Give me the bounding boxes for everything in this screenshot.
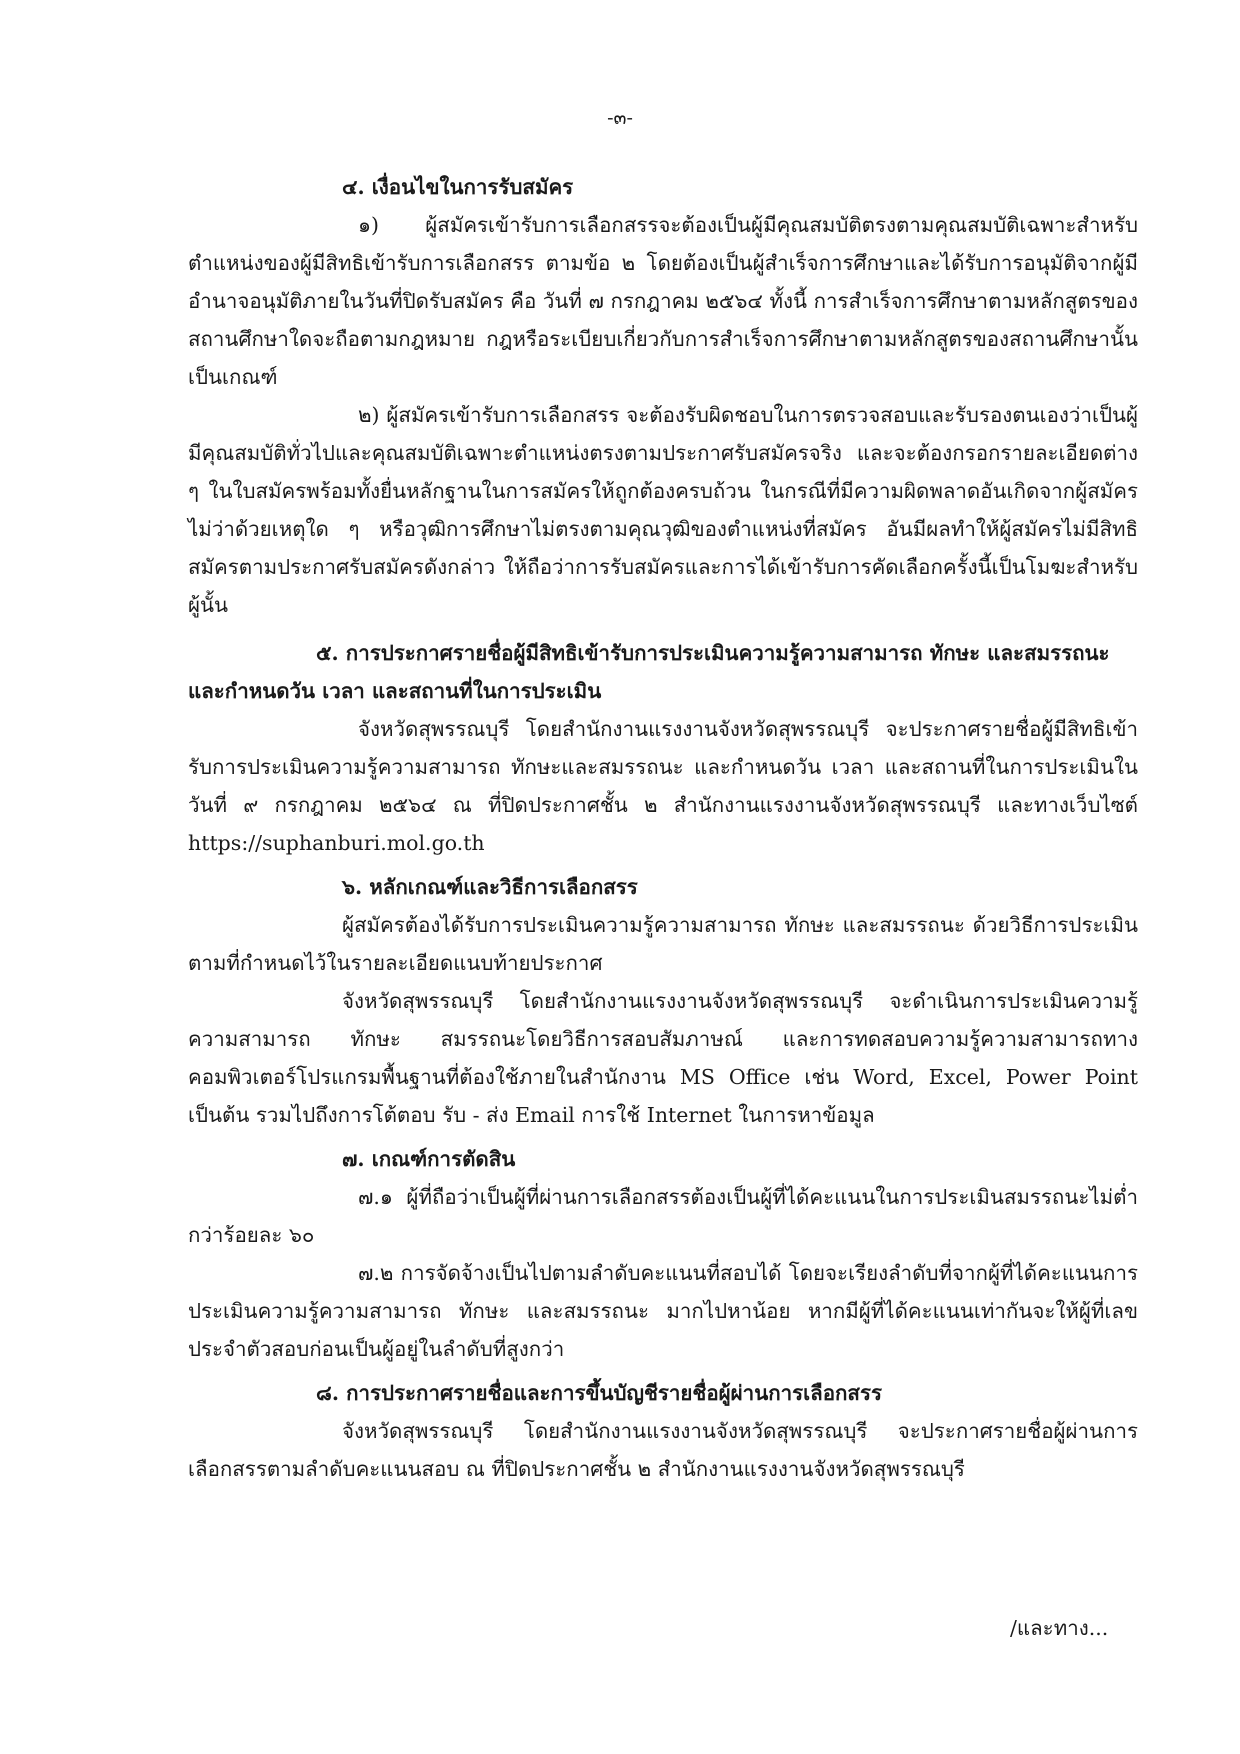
section-8-paragraph-1: จังหวัดสุพรรณบุรี โดยสำนักงานแรงงานจังหวัดสุพรรณบุรี จะประกาศรายชื่อผู้ผ่านการเลือกสรรตามลำดับคะแนนสอบ ณ ที่ปิดประกาศชั้น ๒ สำนักงานแรงงานจังหวัดสุพรรณบุรี [188,1419,1138,1481]
section-7-heading: ๗. เกณฑ์การตัดสิน [342,1147,516,1171]
page-number: -๓- [607,107,633,129]
section-6-paragraph-1: ผู้สมัครต้องได้รับการประเมินความรู้ความสามารถ ทักษะ และสมรรถนะ ด้วยวิธีการประเมินตามที่กำหนดไว้ในรายละเอียดแนบท้ายประกาศ [188,913,1138,975]
section-4-paragraph-1: ๑) ผู้สมัครเข้ารับการเลือกสรรจะต้องเป็นผู้มีคุณสมบัติตรงตามคุณสมบัติเฉพาะสำหรับตำแหน่งของผู้มีสิทธิเข้ารับการเลือกสรร ตามข้อ ๒ โดยต้องเป็นผู้สำเร็จการศึกษาและได้รับการอนุมัติจากผู้มีอำนาจอนุมัติภายในวันที่ปิดรับสมัคร คือ วันที่ ๗ กรกฎาคม ๒๕๖๔ ทั้งนี้ การสำเร็จการศึกษาตามหลักสูตรของสถานศึกษาใดจะถือตามกฎหมาย กฎหรือระเบียบเกี่ยวกับการสำเร็จการศึกษาตามหลักสูตรของสถานศึกษานั้นเป็นเกณฑ์ [188,213,1138,389]
section-7-paragraph-2: ๗.๒ การจัดจ้างเป็นไปตามลำดับคะแนนที่สอบได้ โดยจะเรียงลำดับที่จากผู้ที่ได้คะแนนการประเมินความรู้ความสามารถ ทักษะ และสมรรถนะ มากไปหาน้อย หากมีผู้ที่ได้คะแนนเท่ากันจะให้ผู้ที่เลขประจำตัวสอบก่อนเป็นผู้อยู่ในลำดับที่สูงกว่า [188,1261,1138,1361]
section-5-paragraph-1: จังหวัดสุพรรณบุรี โดยสำนักงานแรงงานจังหวัดสุพรรณบุรี จะประกาศรายชื่อผู้มีสิทธิเข้ารับการประเมินความรู้ความสามารถ ทักษะและสมรรถนะ และกำหนดวัน เวลา และสถานที่ในการประเมินในวันที่ ๙ กรกฎาคม ๒๕๖๔ ณ ที่ปิดประกาศชั้น ๒ สำนักงานแรงงานจังหวัดสุพรรณบุรี และทางเว็บไซต์ https://suphanburi.mol.go.th [188,717,1138,855]
document-body [188,168,1138,1488]
section-6-paragraph-2: จังหวัดสุพรรณบุรี โดยสำนักงานแรงงานจังหวัดสุพรรณบุรี จะดำเนินการประเมินความรู้ความสามารถ ทักษะ สมรรถนะโดยวิธีการสอบสัมภาษณ์ และการทดสอบความรู้ความสามารถทางคอมพิวเตอร์โปรแกรมพื้นฐานที่ต้องใช้ภายในสำนักงาน MS Office เช่น Word, Excel, Power Point เป็นต้น รวมไปถึงการโต้ตอบ รับ - ส่ง Email การใช้ Internet ในการหาข้อมูล [188,989,1138,1127]
section-4-heading: ๔. เงื่อนไขในการรับสมัคร [342,175,574,199]
section-4 [188,168,1138,624]
section-8-heading: ๘. การประกาศรายชื่อและการขึ้นบัญชีรายชื่อผู้ผ่านการเลือกสรร [316,1381,882,1405]
section-5-heading-line-2: และกำหนดวัน เวลา และสถานที่ในการประเมิน [188,679,602,703]
section-6-heading: ๖. หลักเกณฑ์และวิธีการเลือกสรร [342,875,638,899]
section-5 [188,634,1138,862]
section-5-heading-line-1: ๕. การประกาศรายชื่อผู้มีสิทธิเข้ารับการประเมินความรู้ความสามารถ ทักษะ และสมรรถนะ [316,641,1110,665]
section-8 [188,1374,1138,1488]
section-4-paragraph-2: ๒) ผู้สมัครเข้ารับการเลือกสรร จะต้องรับผิดชอบในการตรวจสอบและรับรองตนเองว่าเป็นผู้มีคุณสมบัติทั่วไปและคุณสมบัติเฉพาะตำแหน่งตรงตามประกาศรับสมัครจริง และจะต้องกรอกรายละเอียดต่าง ๆ ในใบสมัครพร้อมทั้งยื่นหลักฐานในการสมัครให้ถูกต้องครบถ้วน ในกรณีที่มีความผิดพลาดอันเกิดจากผู้สมัคร ไม่ว่าด้วยเหตุใด ๆ หรือวุฒิการศึกษาไม่ตรงตามคุณวุฒิของตำแหน่งที่สมัคร อันมีผลทำให้ผู้สมัครไม่มีสิทธิสมัครตามประกาศรับสมัครดังกล่าว ให้ถือว่าการรับสมัครและการได้เข้ารับการคัดเลือกครั้งนี้เป็นโมฆะสำหรับผู้นั้น [188,403,1138,617]
section-7 [188,1140,1138,1368]
section-7-paragraph-1: ๗.๑ ผู้ที่ถือว่าเป็นผู้ที่ผ่านการเลือกสรรต้องเป็นผู้ที่ได้คะแนนในการประเมินสมรรถนะไม่ต่ำกว่าร้อยละ ๖๐ [188,1185,1138,1247]
continuation-marker: /และทาง... [1010,1616,1109,1640]
section-6 [188,868,1138,1134]
